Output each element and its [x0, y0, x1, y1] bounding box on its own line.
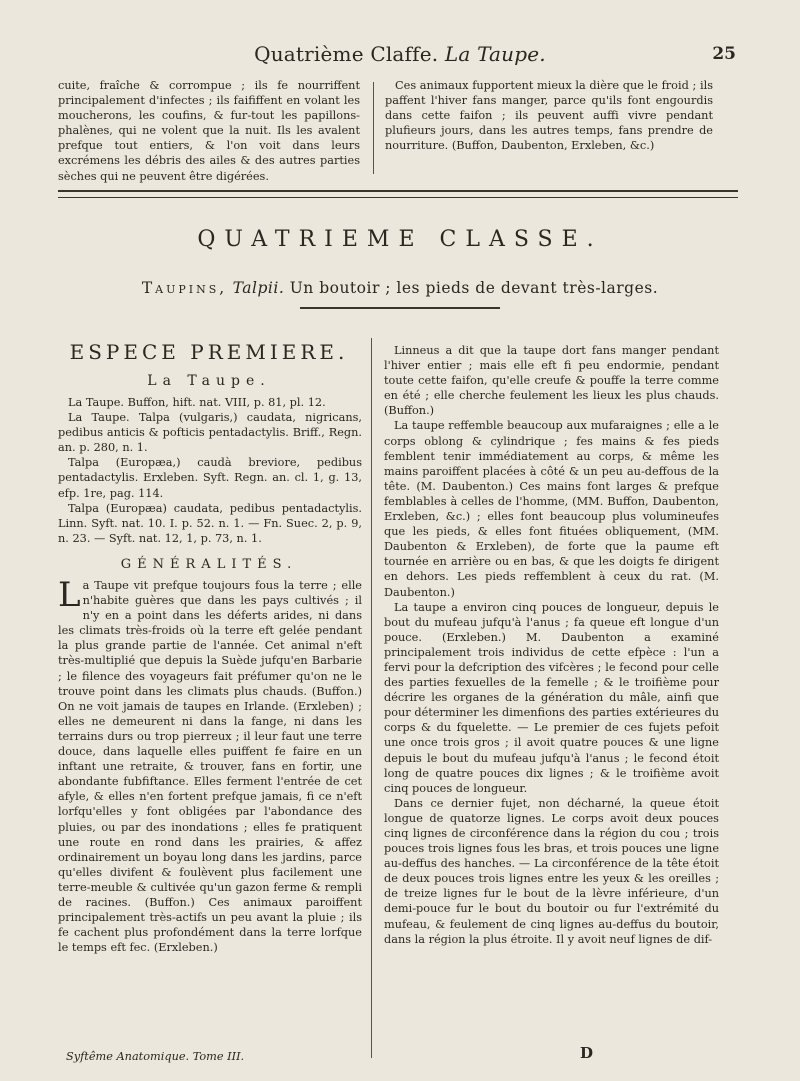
synonymy-entry: La Taupe. Buffon, hift. nat. VIII, p. 81, pl. 12. [68, 396, 326, 409]
synonymy-block [58, 395, 362, 546]
right-paragraph-2: La taupe reffemble beaucoup aux mufaraignes ; elle a le corps oblong & cylindrique ; fes mains & fes pieds femblent tenir immédiatement au corps, & même les mains paroiffent placées à côté & un peu au-deffous de la tête. (M. Daubenton.) Ces mains font larges & prefque femblables à celles de l'homme, (MM. Buffon, Daubenton, Erxleben, &c.) ; elles font beaucoup plus volumineufes que les pieds, & elles font fituées obliquement, (MM. Daubenton & Erxleben), de forte que la paume eft tournée en arrière ou en bas, & que les doigts fe dirigent en dehors. Les pieds reffemblent à ceux du rat. (M. Daubenton.) [384, 419, 719, 599]
species-title: La Taupe. [147, 373, 271, 389]
column-divider-top [373, 82, 374, 174]
page-number: 25 [712, 44, 736, 64]
heading-rule [300, 307, 500, 309]
generalites-paragraph [58, 575, 362, 955]
running-header [0, 42, 800, 68]
right-column [384, 343, 719, 947]
title-prefix: Quatrième Claffe. [254, 42, 439, 66]
right-paragraph-4: Dans ce dernier fujet, non décharné, la queue étoit longue de quatorze lignes. Le corps avoit deux pouces cinq lignes de circonférence dans la région du cou ; trois pouces trois lignes fous les bras, et trois pouces une ligne au-deffus des hanches. — La circonférence de la tête étoit de deux pouces trois lignes entre les yeux & les oreilles ; de treize lignes fur le bout de la lèvre inférieure, d'un demi-pouce fur le bout du boutoir ou fur l'extrémité du mufeau, & feulement de cinq lignes au-deffus du boutoir, dans la région la plus étroite. Il y avoit neuf lignes de dif- [384, 796, 719, 946]
title-italic: La Taupe. [444, 42, 546, 66]
top-right-text: Ces animaux fupportent mieux la dière que le froid ; ils paffent l'hiver fans manger, parce qu'ils font engourdis dans cette faifon ; ils peuvent auffi vivre pendant plufieurs jours, dans les autres temps, fans prendre de nourriture. (Buffon, Daubenton, Erxleben, &c.) [385, 79, 713, 153]
generalites-body: a Taupe vit prefque toujours fous la terre ; elle n'habite guères que dans les pays cultivés ; il n'y en a point dans les déferts arides, ni dans les climats très-froids où la terre eft gelée pendant la plus grande partie de l'année. Cet animal n'eft très-multiplié que depuis la Suède jufqu'en Barbarie ; le filence des voyageurs fait préfumer qu'on ne le trouve point dans les climats plus chauds. (Buffon.) On ne voit jamais de taupes en Irlande. (Erxleben) ; elles ne demeurent ni dans la fange, ni dans les terrains durs ou trop pierreux ; il leur faut une terre douce, dans laquelle elles puiffent fe faire en un inftant une retraite, & trouver, fans en fortir, une abondante fubfiftance. Elles ferment l'entrée de cet afyle, & elles n'en fortent prefque jamais, fi ce n'eft lorfqu'elles y font obligées par l'abondance des pluies, ou par des inondations ; elles fe pratiquent une route en rond dans les prairies, & affez ordinairement un boyau long dans les jardins, parce qu'elles divifent & foulèvent plus facilement une terre-meuble & cultivée qu'un gazon ferme & rempli de racines. (Buffon.) Ces animaux paroiffent principalement très-actifs un peu avant la pluie ; ils fe cachent plus profondément dans la terre lorfque le temps eft fec. (Erxleben.) [58, 579, 362, 955]
top-left-text: cuite, fraîche & corrompue ; ils fe nourriffent principalement d'infectes ; ils faififfent en volant les moucherons, les coufins, & fur-tout les papillons-phalènes, qui ne volent que la nuit. Ils les avalent prefque tout entiers, & l'on voit dans leurs excrémens les débris des ailes & des autres parties sèches qui ne peuvent être digérées. [58, 79, 360, 183]
footer-signature-line: Syftême Anatomique. Tome III. [66, 1050, 245, 1063]
top-left-column [58, 78, 360, 184]
order-latin: Talpii. [232, 279, 285, 297]
right-paragraph-1: Linneus a dit que la taupe dort fans manger pendant l'hiver entier ; mais elle eft fi peu endormie, pendant toute cette faifon, qu'elle creufe & pouffe la terre comme en été ; elle cherche feulement les lieux les plus chauds. (Buffon.) [384, 344, 719, 418]
generalites-text-block [58, 575, 362, 955]
ornamental-band [58, 190, 738, 198]
drop-cap: L [58, 575, 81, 615]
top-right-column [385, 78, 713, 153]
order-description: Un boutoir ; les pieds de devant très-larges. [289, 279, 659, 297]
generalites-heading: GÉNÉRALITÉS. [120, 557, 298, 572]
column-divider-main [371, 338, 372, 1058]
signature-mark: D [580, 1044, 594, 1062]
order-heading [0, 279, 800, 297]
right-paragraph-3: La taupe a environ cinq pouces de longueur, depuis le bout du mufeau jufqu'à l'anus ; fa queue eft longue d'un pouce. (Erxleben.) M. Daubenton a examiné principalement trois individus de cette efpèce : l'un a fervi pour la defcription des vifcères ; le fecond pour celle des parties fexuelles de la femelle ; & le troifième pour décrire les organes de la génération du mâle, ainfi que pour déterminer les dimenfions des parties extérieures du corps & du fquelette. — Le premier de ces fujets pefoit une once trois gros ; il avoit quatre pouces & une ligne depuis le bout du mufeau jufqu'à l'anus ; le fecond étoit long de quatre pouces dix lignes ; & le troifième avoit cinq pouces de longueur. [384, 600, 719, 795]
class-heading: QUATRIEME CLASSE. [197, 227, 603, 252]
order-name: Taupins, [141, 279, 228, 297]
synonymy-entry: Talpa (Europæa) caudata, pedibus pentadactylis. Linn. Syft. nat. 10. I. p. 52. n. 1. — Fn. Suec. 2, p. 9, n. 23. — Syft. nat. 12, 1, p. 73, n. 1. [58, 501, 362, 545]
running-title [0, 42, 800, 66]
synonymy-entry: La Taupe. Talpa (vulgaris,) caudata, nigricans, pedibus anticis & pofticis pentadactylis. Briff., Regn. an. p. 280, n. 1. [58, 411, 362, 455]
species-heading: ESPECE PREMIERE. [69, 340, 349, 364]
synonymy-entry: Talpa (Europæa,) caudà breviore, pedibus pentadactylis. Erxleben. Syft. Regn. an. cl. 1, g. 13, efp. 1re, pag. 114. [58, 456, 362, 500]
